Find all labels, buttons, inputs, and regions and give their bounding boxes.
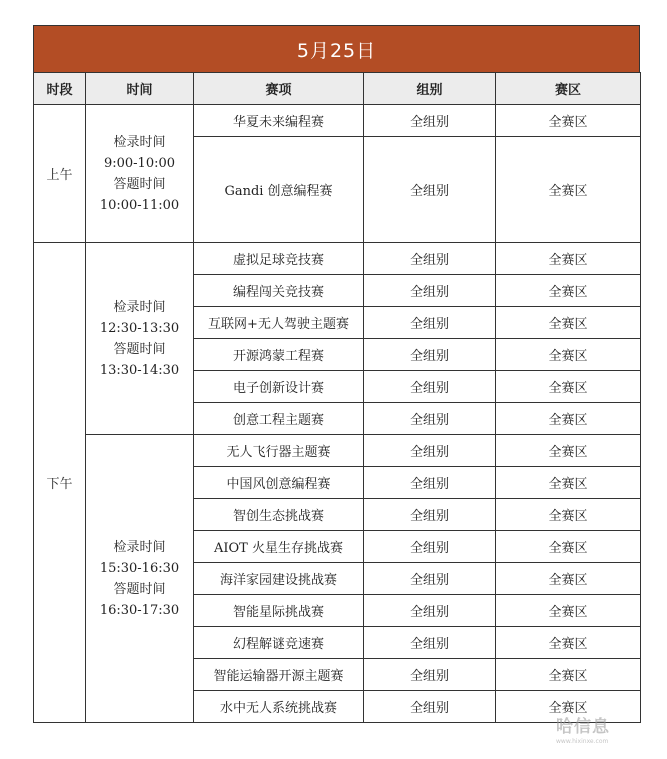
period-afternoon: 下午	[34, 243, 86, 723]
event-cell: AIOT 火星生存挑战赛	[194, 531, 364, 563]
checkin-label: 检录时间	[113, 134, 166, 150]
group-cell: 全组别	[364, 659, 496, 691]
group-cell: 全组别	[364, 243, 496, 275]
group-cell: 全组别	[364, 595, 496, 627]
time-slot-pm1	[86, 243, 194, 435]
event-cell: 开源鸿蒙工程赛	[194, 339, 364, 371]
watermark-main: 哈信息	[556, 717, 610, 737]
event-cell: 电子创新设计赛	[194, 371, 364, 403]
table-row	[34, 243, 641, 275]
zone-cell: 全赛区	[496, 339, 641, 371]
time-slot-am	[86, 105, 194, 243]
event-cell: Gandi 创意编程赛	[194, 137, 364, 243]
group-cell: 全组别	[364, 307, 496, 339]
zone-cell: 全赛区	[496, 275, 641, 307]
event-cell: 创意工程主题赛	[194, 403, 364, 435]
group-cell: 全组别	[364, 691, 496, 723]
zone-cell: 全赛区	[496, 563, 641, 595]
event-cell: 智能运输器开源主题赛	[194, 659, 364, 691]
group-cell: 全组别	[364, 137, 496, 243]
event-cell: 水中无人系统挑战赛	[194, 691, 364, 723]
zone-cell: 全赛区	[496, 307, 641, 339]
event-cell: 幻程解谜竞速赛	[194, 627, 364, 659]
event-cell: 海洋家园建设挑战赛	[194, 563, 364, 595]
group-cell: 全组别	[364, 403, 496, 435]
period-morning: 上午	[34, 105, 86, 243]
event-cell: 无人飞行器主题赛	[194, 435, 364, 467]
header-group: 组别	[364, 73, 496, 105]
zone-cell: 全赛区	[496, 659, 641, 691]
header-time: 时间	[86, 73, 194, 105]
checkin-time: 15:30-16:30	[99, 560, 180, 576]
group-cell: 全组别	[364, 371, 496, 403]
event-cell: 虚拟足球竞技赛	[194, 243, 364, 275]
group-cell: 全组别	[364, 339, 496, 371]
zone-cell: 全赛区	[496, 403, 641, 435]
header-period: 时段	[34, 73, 86, 105]
event-cell: 编程闯关竞技赛	[194, 275, 364, 307]
watermark-sub: www.hixinxe.com	[556, 738, 609, 745]
checkin-time: 12:30-13:30	[99, 320, 180, 336]
checkin-label: 检录时间	[113, 539, 166, 555]
schedule-table	[33, 72, 641, 723]
zone-cell: 全赛区	[496, 595, 641, 627]
header-event: 赛项	[194, 73, 364, 105]
zone-cell: 全赛区	[496, 691, 641, 723]
group-cell: 全组别	[364, 105, 496, 137]
group-cell: 全组别	[364, 467, 496, 499]
event-cell: 智能星际挑战赛	[194, 595, 364, 627]
checkin-label: 检录时间	[113, 299, 166, 315]
time-slot-pm2	[86, 435, 194, 723]
group-cell: 全组别	[364, 435, 496, 467]
table-row	[34, 105, 641, 137]
answer-time: 13:30-14:30	[99, 362, 180, 378]
group-cell: 全组别	[364, 627, 496, 659]
group-cell: 全组别	[364, 275, 496, 307]
schedule-title: 5月25日	[33, 25, 640, 72]
zone-cell: 全赛区	[496, 531, 641, 563]
event-cell: 中国风创意编程赛	[194, 467, 364, 499]
group-cell: 全组别	[364, 499, 496, 531]
zone-cell: 全赛区	[496, 499, 641, 531]
table-row	[34, 435, 641, 467]
answer-label: 答题时间	[113, 176, 166, 192]
group-cell: 全组别	[364, 563, 496, 595]
checkin-time: 9:00-10:00	[103, 155, 176, 171]
event-cell: 华夏未来编程赛	[194, 105, 364, 137]
schedule-sheet	[33, 25, 640, 723]
event-cell: 互联网+无人驾驶主题赛	[194, 307, 364, 339]
answer-time: 10:00-11:00	[99, 197, 180, 213]
header-zone: 赛区	[496, 73, 641, 105]
answer-time: 16:30-17:30	[99, 602, 180, 618]
zone-cell: 全赛区	[496, 137, 641, 243]
zone-cell: 全赛区	[496, 467, 641, 499]
zone-cell: 全赛区	[496, 105, 641, 137]
zone-cell: 全赛区	[496, 371, 641, 403]
zone-cell: 全赛区	[496, 435, 641, 467]
header-row	[34, 73, 641, 105]
zone-cell: 全赛区	[496, 627, 641, 659]
answer-label: 答题时间	[113, 341, 166, 357]
zone-cell: 全赛区	[496, 243, 641, 275]
group-cell: 全组别	[364, 531, 496, 563]
answer-label: 答题时间	[113, 581, 166, 597]
event-cell: 智创生态挑战赛	[194, 499, 364, 531]
